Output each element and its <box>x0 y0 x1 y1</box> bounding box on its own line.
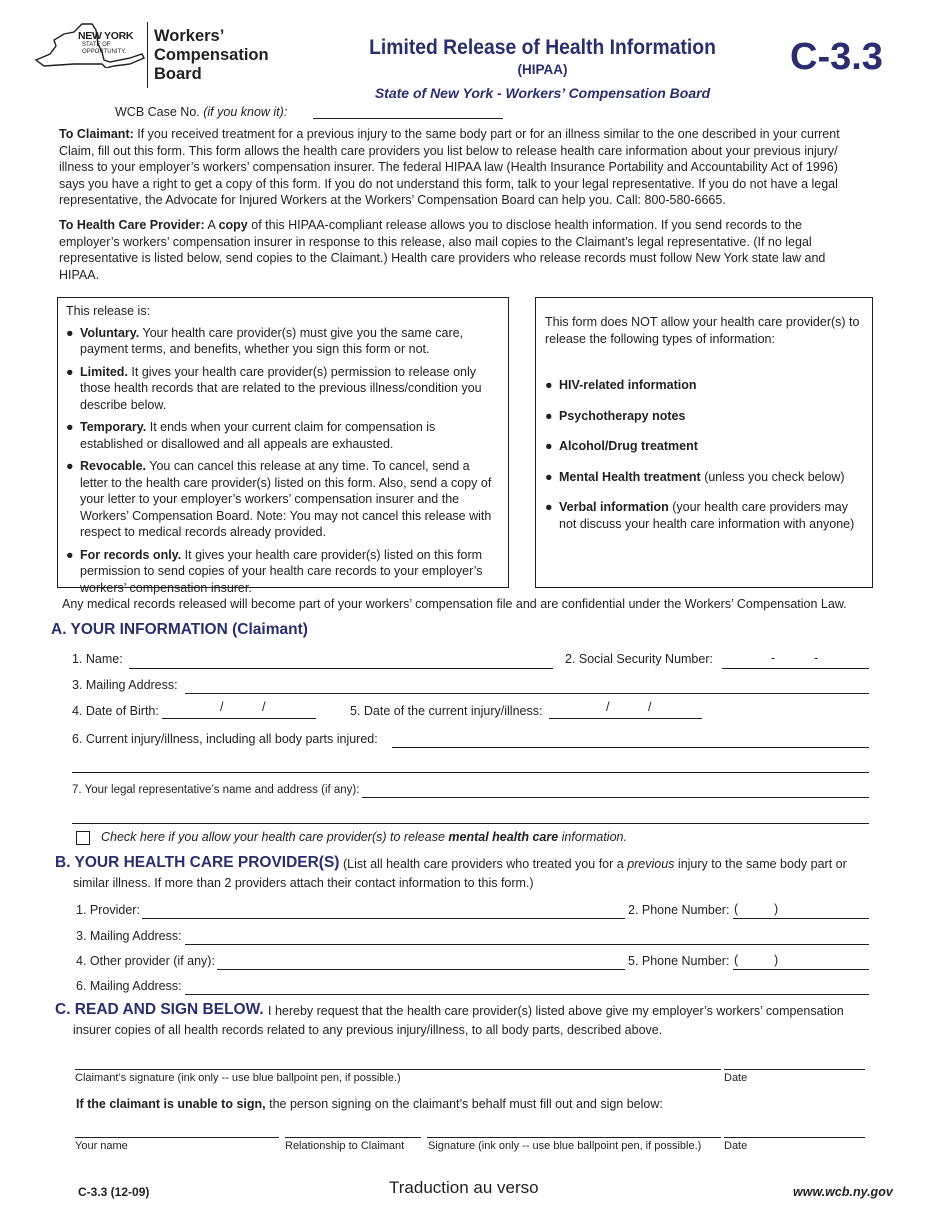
section-b-heading: B. YOUR HEALTH CARE PROVIDER(S) <box>55 854 340 871</box>
bullet-item <box>66 547 500 597</box>
representative-signature-field[interactable] <box>427 1137 721 1138</box>
your-name-field[interactable] <box>75 1137 279 1138</box>
bullet-item <box>545 377 862 394</box>
form-subtitle: (HIPAA) <box>517 62 568 77</box>
section-b-note <box>343 857 847 871</box>
bullet-text: It gives your health care provider(s) permission to release only those health records that are related to the previous illness/condition you describe below. <box>80 364 482 412</box>
bullet-icon: ● <box>66 547 74 562</box>
bullet-item <box>66 364 500 414</box>
translation-note: Traduction au verso <box>389 1178 539 1197</box>
bullet-lead: Limited. <box>80 364 128 379</box>
injury-date-sep-2: / <box>648 700 652 714</box>
name-label: 1. Name: <box>72 652 123 666</box>
intro-claimant <box>59 126 859 209</box>
ssn-sep-2: - <box>814 651 819 665</box>
b-note-pre: (List all health care providers who treated you for a <box>343 857 624 871</box>
form-code: C-3.3 <box>790 36 883 78</box>
mh-pre: Check here if you allow your health care provider(s) to release <box>101 830 445 844</box>
dob-sep-1: / <box>220 700 224 714</box>
bullet-item <box>545 469 862 486</box>
unable-rest: the person signing on the claimant’s behalf must fill out and sign below: <box>269 1097 663 1111</box>
confidential-note: Any medical records released will become part of your workers’ compensation file and are confidential under the Workers’ Compensation Law. <box>62 597 847 611</box>
provider-label: 1. Provider: <box>76 903 140 917</box>
bullet-icon: ● <box>66 325 74 340</box>
bullet-text: It ends when your current claim for compensation is established or disallowed and all appeals are exhausted. <box>80 420 436 451</box>
logo-state-line3: OPPORTUNITY. <box>82 49 127 55</box>
phone1-field[interactable] <box>733 918 869 919</box>
bullet-item <box>545 499 862 532</box>
section-c-heading: C. READ AND SIGN BELOW. <box>55 1001 264 1018</box>
bullet-icon: ● <box>545 500 553 514</box>
bullet-lead: Alcohol/Drug treatment <box>559 439 698 453</box>
claimant-lead: To Claimant: <box>59 127 134 141</box>
case-no-field[interactable] <box>313 118 503 119</box>
provider-lead: To Health Care Provider: <box>59 218 205 232</box>
not-allowed-box <box>535 297 873 588</box>
bullet-lead: HIV-related information <box>559 378 697 392</box>
phone2-paren-open: ( <box>734 953 739 967</box>
provider-pre: A <box>207 218 216 232</box>
ssn-label: 2. Social Security Number: <box>565 652 713 666</box>
website-link[interactable]: www.wcb.ny.gov <box>793 1185 893 1199</box>
provider2-mailing-field[interactable] <box>185 994 869 995</box>
case-no-text: WCB Case No. <box>115 105 200 119</box>
bullet-lead: For records only. <box>80 547 182 562</box>
bullet-text: You can cancel this release at any time. To cancel, send a letter to the health care provider(s) listed on this form. Also, send a copy of your letter to your employer’s workers’ compensation insurer and the Workers’ Compensation Board. Note: You may not cancel this release with respect to medical records already provided. <box>80 459 492 539</box>
legal-rep-field-line2[interactable] <box>72 823 869 824</box>
release-box <box>57 297 509 595</box>
bullet-lead: Revocable. <box>80 459 147 473</box>
bullet-lead: Voluntary. <box>80 325 140 340</box>
unable-bold: If the claimant is unable to sign, <box>76 1097 266 1111</box>
injury-desc-field-line2[interactable] <box>72 772 869 773</box>
case-no-label <box>115 104 287 121</box>
bullet-icon: ● <box>66 420 74 434</box>
mailing-label: 3. Mailing Address: <box>72 678 178 692</box>
release-heading: This release is: <box>66 304 151 318</box>
bullet-item <box>66 325 500 358</box>
section-b-note-line2: similar illness. If more than 2 providers attach their contact information to this form.) <box>73 876 534 890</box>
bullet-icon: ● <box>545 408 553 423</box>
injury-desc-field[interactable] <box>392 747 869 748</box>
mental-health-text <box>101 830 627 844</box>
form-title: Limited Release of Health Information <box>369 36 716 59</box>
bullet-text: It gives your health care provider(s) listed on this form permission to send copies of your health care records to your employer’s workers’ compensation insurer. <box>80 547 483 595</box>
phone2-label: 5. Phone Number: <box>628 954 730 968</box>
release-list <box>66 325 500 597</box>
claimant-text: If you received treatment for a previous injury to the same body part or for an illness similar to the one described in your current Claim, fill out this form. This form allows the health care providers you list below to release health care information about your previous injury/ illness to your employer’s workers’ compensation insurer. The federal HIPAA law (Health Insurance Portability and Accountability Act of 1996) says you have a right to get a copy of this form. If you do not understand this form, talk to your legal representative. If you do not have a legal representative, the Advocate for Injured Workers at the Workers’ Compensation Board can help you. Call: 800-580-6665. <box>59 127 840 207</box>
your-name-label: Your name <box>75 1140 128 1152</box>
bullet-icon: ● <box>545 378 553 392</box>
mailing-field[interactable] <box>185 693 869 694</box>
provider-copy: copy <box>218 218 248 232</box>
provider-text: of this HIPAA-compliant release allows you to disclose health information. If you send records to the employer’s workers’ compensation insurer in response to this release, also mail copies to the Claimant’s legal representative. (If no legal representative is listed below, send copies to the Claimant.) Health care providers who release records must follow New York state law and HIPAA. <box>59 218 826 282</box>
injury-desc-label: 6. Current injury/illness, including all body parts injured: <box>72 732 378 746</box>
bullet-text: (your health care providers may not discuss your health care information with anyone) <box>559 500 855 531</box>
representative-signature-label: Signature (ink only -- use blue ballpoint pen, if possible.) <box>428 1140 702 1152</box>
mh-bold: mental health care <box>448 830 559 844</box>
phone1-paren-open: ( <box>734 902 739 916</box>
section-c-text-line2: insurer copies of all health records related to any previous injury/illness, to all body parts, described above. <box>73 1023 663 1037</box>
section-a-heading: A. YOUR INFORMATION (Claimant) <box>51 621 308 638</box>
dob-label: 4. Date of Birth: <box>72 704 159 718</box>
bullet-lead: Mental Health treatment <box>559 469 701 484</box>
phone1-label: 2. Phone Number: <box>628 903 730 917</box>
legal-rep-label: 7. Your legal representative’s name and address (if any): <box>72 784 360 796</box>
bullet-text: (unless you check below) <box>704 469 845 484</box>
ssn-sep-1: - <box>771 651 776 665</box>
provider2-mailing-label: 6. Mailing Address: <box>76 979 182 993</box>
logo-divider <box>147 22 148 88</box>
bullet-icon: ● <box>66 459 74 473</box>
other-provider-label: 4. Other provider (if any): <box>76 954 215 968</box>
other-provider-field[interactable] <box>217 969 625 970</box>
injury-date-label: 5. Date of the current injury/illness: <box>350 704 543 718</box>
logo-board-line1: Workers’ <box>154 27 225 45</box>
mh-post: information. <box>561 830 627 844</box>
phone1-paren-close: ) <box>774 902 779 916</box>
provider1-mailing-label: 3. Mailing Address: <box>76 929 182 943</box>
phone2-field[interactable] <box>733 969 869 970</box>
phone2-paren-close: ) <box>774 953 779 967</box>
relationship-field[interactable] <box>285 1137 421 1138</box>
mental-health-checkbox[interactable] <box>76 831 90 845</box>
bullet-icon: ● <box>545 439 553 453</box>
legal-rep-field[interactable] <box>362 797 869 798</box>
not-allowed-list <box>545 377 862 532</box>
bullet-item <box>545 438 862 455</box>
ssn-field[interactable] <box>722 668 869 669</box>
logo-board-name <box>154 27 269 84</box>
section-c-text-line1: I hereby request that the health care provider(s) listed above give my employer’s workers’ compensation <box>268 1004 844 1018</box>
injury-date-sep-1: / <box>606 700 610 714</box>
bullet-item <box>545 408 862 425</box>
name-field[interactable] <box>129 668 553 669</box>
bullet-icon: ● <box>66 364 74 379</box>
logo-board-line3: Board <box>154 65 202 83</box>
dob-field[interactable] <box>162 718 316 719</box>
relationship-label: Relationship to Claimant <box>285 1140 405 1152</box>
nys-logo <box>34 22 284 90</box>
logo-state-line1: NEW YORK <box>78 30 134 42</box>
bullet-lead: Psychotherapy notes <box>559 408 686 423</box>
footer-form-code: C-3.3 (12-09) <box>78 1185 150 1199</box>
case-no-hint: (if you know it): <box>203 105 288 119</box>
claimant-signature-label: Claimant’s signature (ink only -- use blue ballpoint pen, if possible.) <box>75 1072 401 1084</box>
dob-sep-2: / <box>262 700 266 714</box>
bullet-lead: Verbal information <box>559 500 669 514</box>
unable-to-sign-text <box>76 1097 663 1111</box>
bullet-lead: Temporary. <box>80 420 147 434</box>
representative-date-field[interactable] <box>724 1137 865 1138</box>
b-note-em: previous <box>627 857 675 871</box>
provider1-mailing-field[interactable] <box>185 944 869 945</box>
b-note-post: injury to the same body part or <box>677 857 847 871</box>
bullet-item <box>66 458 500 541</box>
claimant-signature-field[interactable] <box>75 1069 721 1070</box>
bullet-icon: ● <box>545 469 553 484</box>
claimant-date-field[interactable] <box>724 1069 865 1070</box>
claimant-date-label: Date <box>724 1072 748 1084</box>
logo-state-line2: STATE OF <box>82 42 111 48</box>
intro-provider <box>59 217 859 283</box>
bullet-text: Your health care provider(s) must give you the same care, payment terms, and benefits, whether you sign this form or not. <box>80 325 464 356</box>
representative-date-label: Date <box>724 1140 748 1152</box>
logo-board-line2: Compensation <box>154 46 269 64</box>
injury-date-field[interactable] <box>549 718 702 719</box>
bullet-item <box>66 419 500 452</box>
not-allowed-heading: This form does NOT allow your health care provider(s) to release the following types of information: <box>545 315 860 346</box>
agency-name: State of New York - Workers’ Compensation Board <box>374 85 711 101</box>
provider-field[interactable] <box>142 918 625 919</box>
